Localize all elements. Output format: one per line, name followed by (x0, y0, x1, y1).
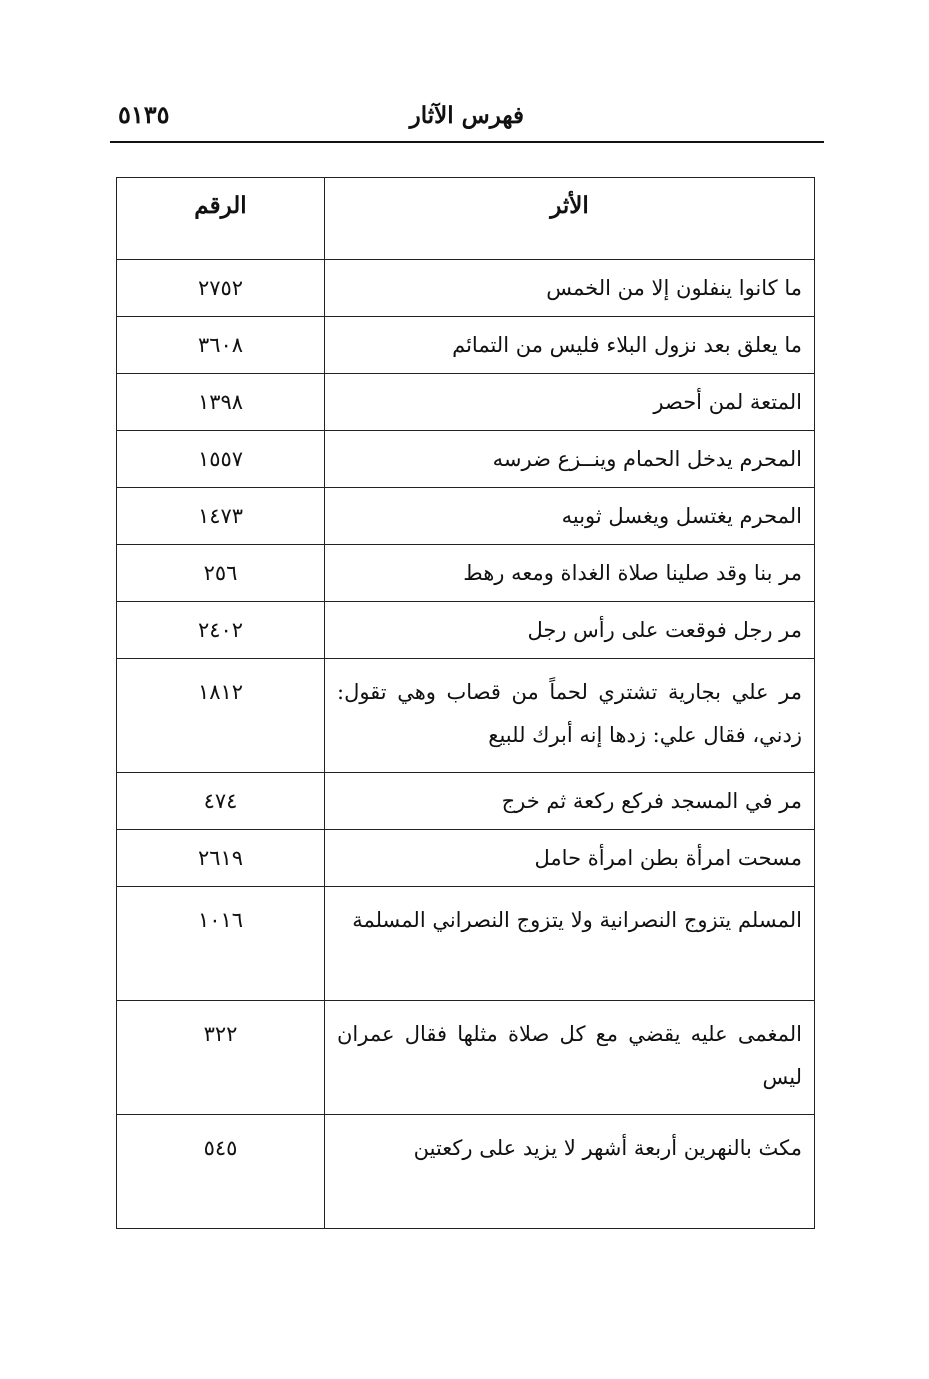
table-row (117, 431, 815, 488)
athar-text: المحرم يغتسل ويغسل ثوبيه (561, 504, 802, 528)
athar-text: المحرم يدخل الحمام وينــزع ضرسه (492, 447, 802, 471)
table-row (117, 773, 815, 830)
number-cell (117, 1001, 325, 1115)
athar-index-table (116, 177, 815, 1229)
table-row (117, 602, 815, 659)
number-cell (117, 545, 325, 602)
athar-cell (325, 545, 815, 602)
athar-number: ١٨١٢ (197, 680, 244, 704)
athar-cell (325, 602, 815, 659)
athar-number: ٣٢٢ (203, 1022, 238, 1046)
athar-text: مر في المسجد فركع ركعة ثم خرج (501, 789, 802, 813)
athar-cell (325, 374, 815, 431)
table-row (117, 545, 815, 602)
number-cell (117, 602, 325, 659)
athar-text: مكث بالنهرين أربعة أشهر لا يزيد على ركعتين (413, 1136, 802, 1160)
athar-number: ٣٦٠٨ (197, 333, 244, 357)
athar-text: ما يعلق بعد نزول البلاء فليس من التمائم (452, 333, 802, 357)
athar-number: ١٠١٦ (197, 908, 244, 932)
athar-number: ٢٧٥٢ (197, 276, 244, 300)
athar-text: مر علي بجارية تشتري لحماً من قصاب وهي تقول: زدني، فقال علي: زدها إنه أبرك للبيع (337, 680, 802, 747)
column-header-athar: الأثر (325, 178, 815, 260)
column-header-number: الرقم (117, 178, 325, 260)
table-row (117, 887, 815, 1001)
table-body (117, 260, 815, 1229)
number-cell (117, 431, 325, 488)
table-row (117, 317, 815, 374)
athar-cell (325, 830, 815, 887)
athar-cell (325, 887, 815, 1001)
number-cell (117, 374, 325, 431)
number-cell (117, 260, 325, 317)
page-header (110, 96, 824, 142)
table-row (117, 830, 815, 887)
athar-number: ٥٤٥ (203, 1136, 238, 1160)
number-cell (117, 830, 325, 887)
athar-text: مر رجل فوقعت على رأس رجل (527, 618, 802, 642)
table-row (117, 1115, 815, 1229)
athar-text: المغمى عليه يقضي مع كل صلاة مثلها فقال عمران ليس (337, 1022, 802, 1089)
number-cell (117, 1115, 325, 1229)
table-row (117, 488, 815, 545)
table-header-row (117, 178, 815, 260)
number-cell (117, 887, 325, 1001)
athar-number: ١٣٩٨ (197, 390, 244, 414)
athar-number: ٤٧٤ (203, 789, 238, 813)
athar-number: ١٤٧٣ (197, 504, 244, 528)
header-divider (110, 141, 824, 143)
athar-text: المتعة لمن أحصر (653, 390, 802, 414)
athar-cell (325, 317, 815, 374)
table-row (117, 374, 815, 431)
page-title: فهرس الآثار (409, 102, 524, 129)
athar-cell (325, 431, 815, 488)
table-row (117, 260, 815, 317)
table-row (117, 659, 815, 773)
athar-cell (325, 260, 815, 317)
athar-cell (325, 659, 815, 773)
athar-number: ٢٤٠٢ (197, 618, 244, 642)
athar-cell (325, 773, 815, 830)
athar-number: ٢٥٦ (203, 561, 238, 585)
number-cell (117, 488, 325, 545)
table-row (117, 1001, 815, 1115)
athar-text: مسحت امرأة بطن امرأة حامل (534, 846, 802, 870)
athar-number: ١٥٥٧ (197, 447, 244, 471)
number-cell (117, 317, 325, 374)
athar-number: ٢٦١٩ (197, 846, 244, 870)
page-number: ٥١٣٥ (118, 100, 170, 129)
athar-cell (325, 1001, 815, 1115)
athar-text: المسلم يتزوج النصرانية ولا يتزوج النصراني المسلمة (352, 908, 802, 932)
athar-text: ما كانوا ينفلون إلا من الخمس (546, 276, 802, 300)
athar-cell (325, 1115, 815, 1229)
number-cell (117, 659, 325, 773)
number-cell (117, 773, 325, 830)
athar-text: مر بنا وقد صلينا صلاة الغداة ومعه رهط (463, 561, 802, 585)
athar-cell (325, 488, 815, 545)
